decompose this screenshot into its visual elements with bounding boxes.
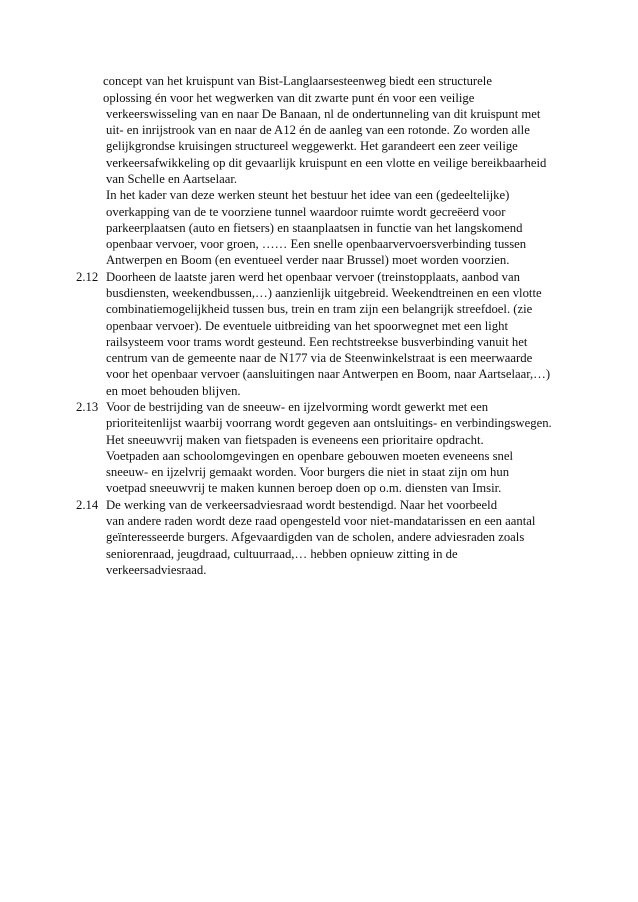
- text-line: van andere raden wordt deze raad opengesteld voor niet-mandatarissen en een aantal: [106, 514, 536, 528]
- text-line: verkeersafwikkeling op dit gevaarlijk kruispunt en een vlotte en veilige bereikbaarheid: [106, 156, 547, 170]
- text-line: Antwerpen en Boom (en eventueel verder naar Brussel) moet worden voorzien.: [106, 253, 510, 267]
- text-line: Voetpaden aan schoolomgevingen en openbare gebouwen moeten eveneens snel: [106, 449, 514, 463]
- section-number: 2.14: [76, 498, 99, 512]
- text-line: seniorenraad, jeugdraad, cultuurraad,… hebben opnieuw zitting in de: [106, 547, 458, 561]
- text-line: sneeuw- en ijzelvrij gemaakt worden. Voor burgers die niet in staat zijn om hun: [106, 465, 510, 479]
- text-line: combinatiemogelijkheid tussen bus, trein en tram zijn een belangrijk streefdoel. (zie: [106, 302, 533, 316]
- text-line: De werking van de verkeersadviesraad wordt bestendigd. Naar het voorbeeld: [106, 498, 498, 512]
- text-line: oplossing én voor het wegwerken van dit zwarte punt én voor een veilige: [103, 91, 475, 105]
- text-line: overkapping van de te voorziene tunnel waardoor ruimte wordt gecreëerd voor: [106, 205, 506, 219]
- text-line: Doorheen de laatste jaren werd het openbaar vervoer (treinstopplaats, aanbod van: [106, 270, 520, 284]
- text-line: Het sneeuwvrij maken van fietspaden is eveneens een prioritaire opdracht.: [106, 433, 484, 447]
- text-line: Voor de bestrijding van de sneeuw- en ijzelvorming wordt gewerkt met een: [106, 400, 489, 414]
- text-line: van Schelle en Aartselaar.: [106, 172, 238, 186]
- text-line: prioriteitenlijst waarbij voorrang wordt gegeven aan ontsluitings- en verbindingswegen.: [106, 416, 552, 430]
- text-line: centrum van de gemeente naar de N177 via de Steenwinkelstraat is een meerwaarde: [106, 351, 533, 365]
- section-number: 2.13: [76, 400, 99, 414]
- text-line: concept van het kruispunt van Bist-Langlaarsesteenweg biedt een structurele: [103, 74, 492, 88]
- text-line: verkeersadviesraad.: [106, 563, 207, 577]
- text-line: openbaar vervoer). De eventuele uitbreiding van het spoorwegnet met een light: [106, 319, 508, 333]
- text-line: railsysteem voor trams wordt gesteund. Een rechtstreekse busverbinding vanuit het: [106, 335, 528, 349]
- text-line: openbaar vervoer, voor groen, …… Een snelle openbaarvervoersverbinding tussen: [106, 237, 527, 251]
- section-number: 2.12: [76, 270, 99, 284]
- text-line: voetpad sneeuwvrij te maken kunnen beroep doen op o.m. diensten van Imsir.: [106, 481, 502, 495]
- text-line: verkeerswisseling van en naar De Banaan, nl de ondertunneling van dit kruispunt met: [106, 107, 541, 121]
- text-line: uit- en inrijstrook van en naar de A12 én de aanleg van een rotonde. Zo worden alle: [106, 123, 530, 137]
- text-line: busdiensten, weekendbussen,…) aanzienlijk uitgebreid. Weekendtreinen en een vlotte: [106, 286, 542, 300]
- text-line: In het kader van deze werken steunt het bestuur het idee van een (gedeeltelijke): [106, 188, 510, 202]
- text-line: voor het openbaar vervoer (aansluitingen naar Antwerpen en Boom, naar Aartselaar,…): [106, 367, 551, 381]
- text-line: gelijkgrondse kruisingen structureel weggewerkt. Het garandeert een zeer veilige: [106, 139, 518, 153]
- text-line: geïnteresseerde burgers. Afgevaardigden van de scholen, andere adviesraden zoals: [106, 530, 525, 544]
- text-line: en moet behouden blijven.: [106, 384, 241, 398]
- text-line: parkeerplaatsen (auto en fietsers) en staanplaatsen in functie van het langskomend: [106, 221, 523, 235]
